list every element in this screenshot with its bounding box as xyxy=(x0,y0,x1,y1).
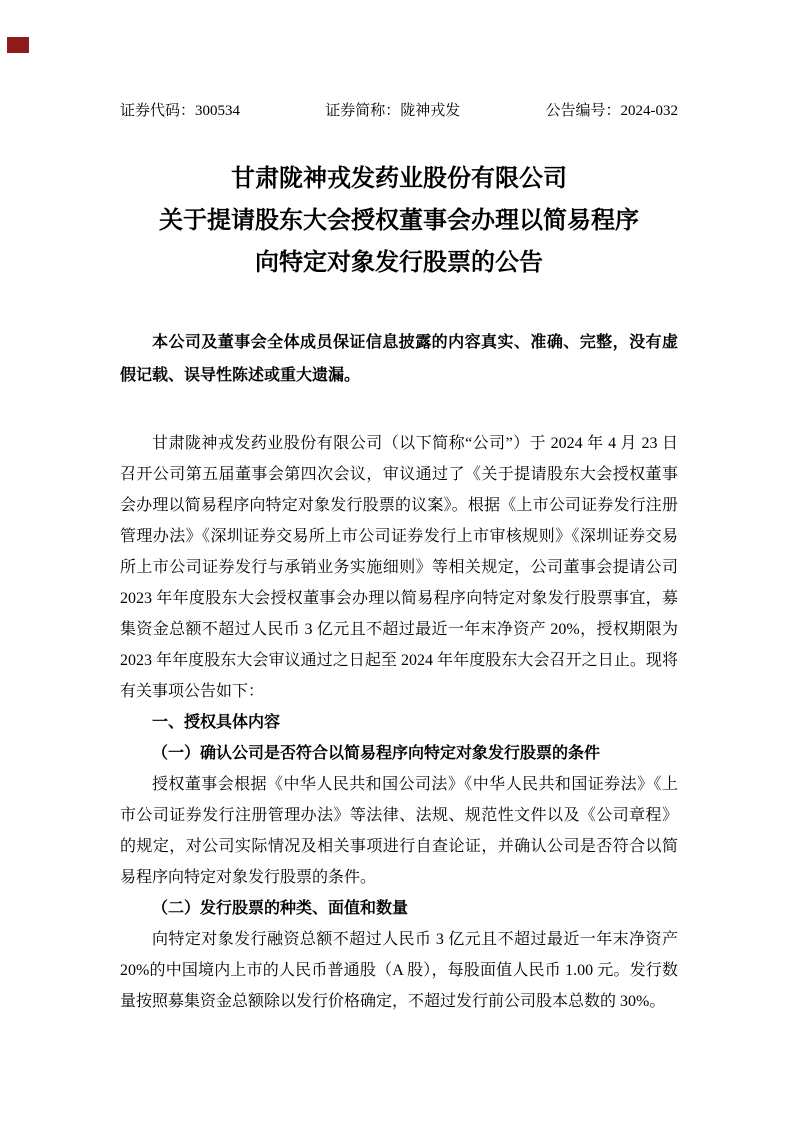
document-body xyxy=(120,428,678,1017)
section-heading: 一、授权具体内容 xyxy=(152,714,281,731)
stock-code: 证券代码：300534 xyxy=(120,103,241,119)
document-header xyxy=(120,100,678,122)
red-corner-marker xyxy=(7,37,29,53)
title-line: 关于提请股东大会授权董事会办理以简易程序 xyxy=(159,208,639,234)
document-content xyxy=(120,150,678,1017)
title-line: 向特定对象发行股票的公告 xyxy=(255,250,543,276)
body-paragraph: 授权董事会根据《中华人民共和国公司法》《中华人民共和国证券法》《上市公司证券发行注册管理办法》等法律、法规、规范性文件以及《公司章程》的规定，对公司实际情况及相关事项进行自查论证，并确认公司是否符合以简易程序向特定对象发行股票的条件。 xyxy=(120,776,678,886)
stock-abbreviation: 证券简称：陇神戎发 xyxy=(325,103,461,119)
title-line: 甘肃陇神戎发药业股份有限公司 xyxy=(231,166,567,192)
body-paragraph: 甘肃陇神戎发药业股份有限公司（以下简称“公司”）于 2024 年 4 月 23 日召开公司第五届董事会第四次会议，审议通过了《关于提请股东大会授权董事会办理以简易程序向特定对象发行股票的议案》。根据《上市公司证券发行注册管理办法》《深圳证券交易所上市公司证券发行上市审核规则》《深圳证券交易所上市公司证券发行与承销业务实施细则》等相关规定，公司董事会提请公司 2023 年年度股东大会授权董事会办理以简易程序向特定对象发行股票事宜，募集资金总额不超过人民币 3 亿元且不超过最近一年末净资产 20%，授权期限为 2023 年年度股东大会审议通过之日起至 2024 年年度股东大会召开之日止。现将有关事项公告如下： xyxy=(120,435,678,700)
body-paragraph: 向特定对象发行融资总额不超过人民币 3 亿元且不超过最近一年末净资产 20%的中国境内上市的人民币普通股（A 股），每股面值人民币 1.00 元。发行数量按照募集资金总额除以发行价格确定，不超过发行前公司股本总数的 30%。 xyxy=(120,931,678,1010)
section-heading: （二）发行股票的种类、面值和数量 xyxy=(152,900,409,917)
disclaimer-paragraph: 本公司及董事会全体成员保证信息披露的内容真实、准确、完整，没有虚假记载、误导性陈述或重大遗漏。 xyxy=(120,334,678,384)
announcement-number: 公告编号：2024-032 xyxy=(545,103,678,119)
section-heading: （一）确认公司是否符合以简易程序向特定对象发行股票的条件 xyxy=(152,745,601,762)
document-title xyxy=(120,158,678,284)
